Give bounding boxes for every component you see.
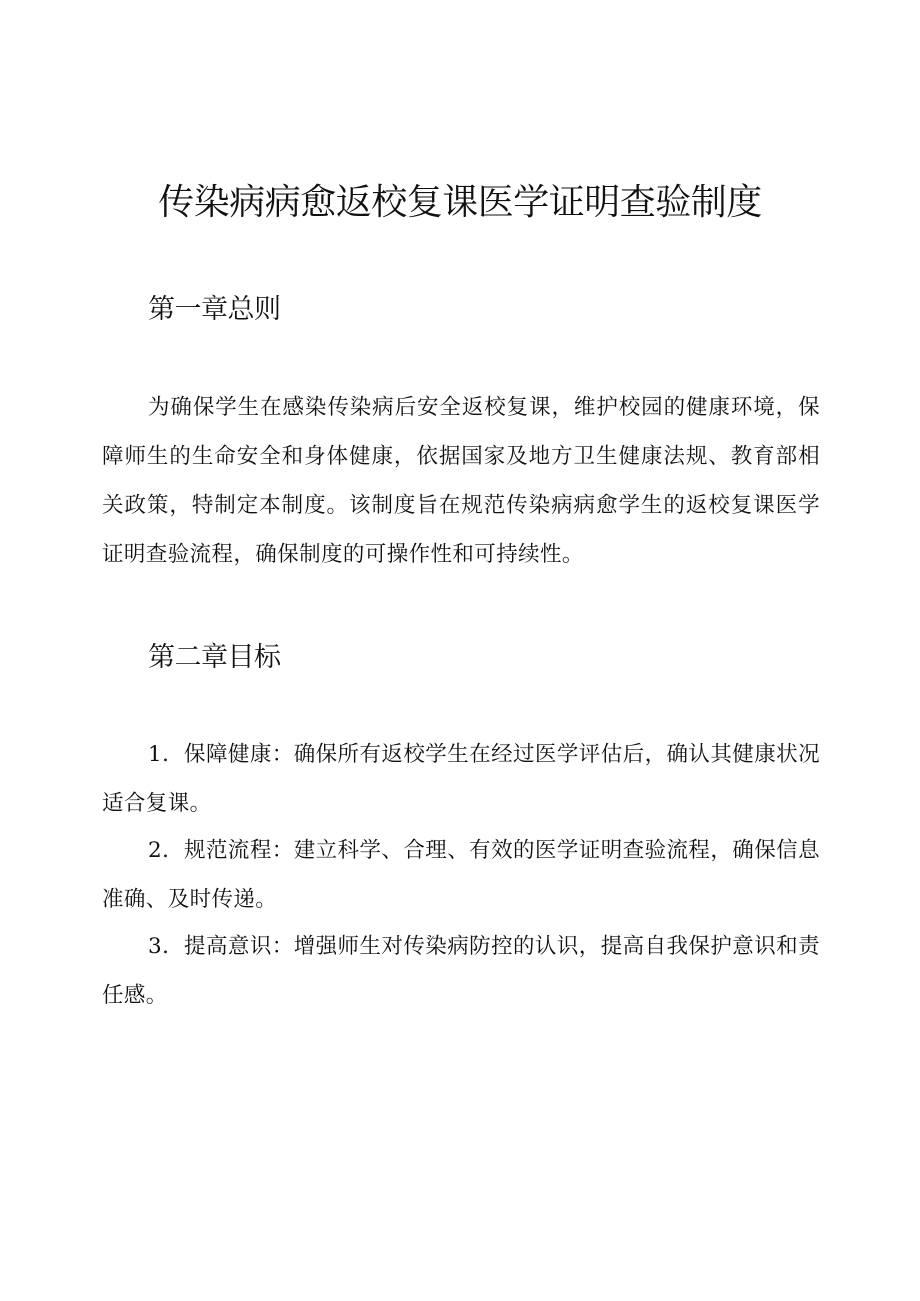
document-title: 传染病病愈返校复课医学证明查验制度	[158, 182, 762, 223]
chapter-heading-general: 第一章总则	[148, 294, 281, 325]
goal-item-process: 2．规范流程：建立科学、合理、有效的医学证明查验流程，确保信息准确、及时传递。	[102, 838, 820, 912]
intro-paragraph: 为确保学生在感染传染病后安全返校复课，维护校园的健康环境，保障师生的生命安全和身体健康，依据国家及地方卫生健康法规、教育部相关政策，特制定本制度。该制度旨在规范传染病病愈学生的返校复课医学证明查验流程，确保制度的可操作性和可持续性。	[102, 395, 820, 567]
chapter-heading-goals: 第二章目标	[148, 642, 281, 673]
goal-item-awareness: 3．提高意识：增强师生对传染病防控的认识，提高自我保护意识和责任感。	[102, 934, 820, 1008]
goal-item-health: 1．保障健康：确保所有返校学生在经过医学评估后，确认其健康状况适合复课。	[102, 742, 820, 816]
